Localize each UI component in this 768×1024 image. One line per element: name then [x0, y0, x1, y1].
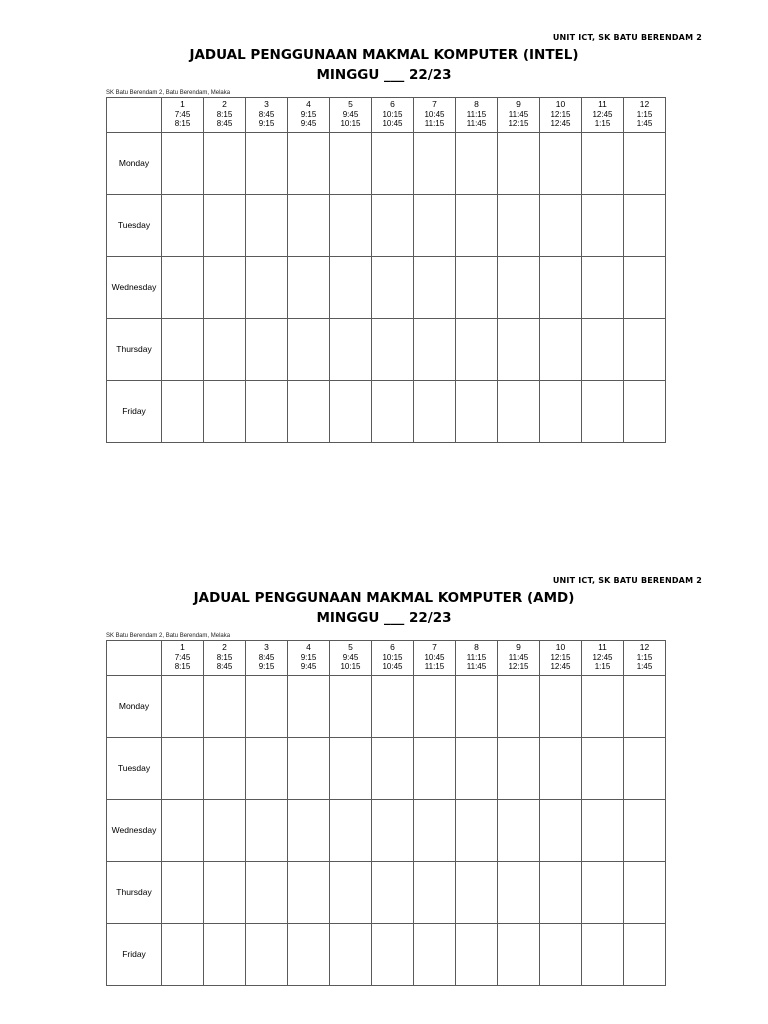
timetable-sheet-intel [0, 0, 768, 480]
period-end-time: 11:45 [466, 662, 487, 671]
period-end-time: 1:45 [636, 662, 653, 671]
period-start-time: 8:15 [216, 653, 233, 662]
day-label: Thursday [107, 319, 162, 381]
period-number: 2 [222, 642, 227, 652]
schedule-cell [204, 738, 246, 800]
schedule-cell [288, 676, 330, 738]
schedule-cell [624, 800, 666, 862]
period-header-cell [582, 98, 624, 133]
period-number: 8 [474, 99, 479, 109]
day-label: Tuesday [107, 195, 162, 257]
day-row [107, 862, 666, 924]
period-header-cell [246, 98, 288, 133]
schedule-cell [582, 319, 624, 381]
schedule-cell [330, 738, 372, 800]
period-end-time: 10:45 [382, 662, 403, 671]
period-header-row [107, 98, 666, 133]
period-header-cell [288, 641, 330, 676]
period-start-time: 9:45 [342, 653, 359, 662]
week-title: MINGGU ___ 22/23 [316, 610, 452, 626]
period-end-time: 12:15 [508, 119, 529, 128]
schedule-cell [330, 800, 372, 862]
schedule-cell [246, 800, 288, 862]
schedule-cell [372, 133, 414, 195]
period-end-time: 11:15 [424, 662, 445, 671]
schedule-cell [162, 738, 204, 800]
schedule-cell [204, 195, 246, 257]
period-end-time: 8:45 [216, 119, 233, 128]
day-row [107, 319, 666, 381]
period-header-cell [414, 98, 456, 133]
schedule-cell [582, 800, 624, 862]
schedule-cell [372, 381, 414, 443]
schedule-cell [330, 195, 372, 257]
schedule-cell [372, 800, 414, 862]
schedule-cell [204, 319, 246, 381]
day-row [107, 738, 666, 800]
schedule-cell [204, 381, 246, 443]
day-label: Thursday [107, 862, 162, 924]
period-start-time: 11:15 [466, 110, 487, 119]
period-start-time: 8:45 [258, 653, 275, 662]
day-row [107, 676, 666, 738]
period-header-cell [288, 98, 330, 133]
period-start-time: 9:15 [300, 110, 317, 119]
period-number: 6 [390, 642, 395, 652]
schedule-cell [246, 676, 288, 738]
period-end-time: 10:15 [340, 662, 361, 671]
unit-label: UNIT ICT, SK BATU BERENDAM 2 [552, 33, 702, 42]
period-number: 9 [516, 99, 521, 109]
schedule-cell [330, 924, 372, 986]
schedule-cell [162, 924, 204, 986]
corner-cell [107, 98, 162, 133]
period-number: 11 [598, 642, 607, 652]
period-header-cell [540, 98, 582, 133]
corner-cell [107, 641, 162, 676]
period-start-time: 10:15 [382, 110, 403, 119]
schedule-cell [498, 924, 540, 986]
schedule-cell [624, 924, 666, 986]
schedule-cell [624, 862, 666, 924]
schedule-cell [414, 862, 456, 924]
period-number: 6 [390, 99, 395, 109]
period-end-time: 11:45 [466, 119, 487, 128]
period-number: 11 [598, 99, 607, 109]
period-start-time: 12:15 [550, 110, 571, 119]
period-end-time: 8:45 [216, 662, 233, 671]
sheet-title: JADUAL PENGGUNAAN MAKMAL KOMPUTER (INTEL) [189, 47, 579, 63]
schedule-cell [540, 381, 582, 443]
period-header-cell [624, 641, 666, 676]
period-number: 2 [222, 99, 227, 109]
period-header-cell [372, 98, 414, 133]
period-end-time: 12:45 [550, 119, 571, 128]
day-row [107, 133, 666, 195]
schedule-cell [624, 133, 666, 195]
period-end-time: 1:15 [594, 662, 611, 671]
period-end-time: 9:15 [258, 119, 275, 128]
day-label: Monday [107, 676, 162, 738]
schedule-cell [414, 738, 456, 800]
schedule-cell [414, 195, 456, 257]
schedule-cell [204, 800, 246, 862]
period-number: 12 [639, 642, 650, 652]
schedule-cell [414, 319, 456, 381]
period-number: 7 [432, 99, 437, 109]
period-header-cell [498, 641, 540, 676]
period-header-cell [330, 641, 372, 676]
period-start-time: 7:45 [174, 653, 191, 662]
schedule-cell [498, 195, 540, 257]
timetable-grid [106, 97, 666, 443]
schedule-cell [582, 862, 624, 924]
period-header-cell [456, 641, 498, 676]
schedule-cell [372, 195, 414, 257]
schedule-cell [498, 800, 540, 862]
schedule-cell [288, 381, 330, 443]
schedule-cell [624, 195, 666, 257]
day-label: Wednesday [107, 800, 162, 862]
schedule-cell [582, 676, 624, 738]
schedule-cell [288, 862, 330, 924]
unit-label: UNIT ICT, SK BATU BERENDAM 2 [552, 576, 702, 585]
schedule-cell [246, 862, 288, 924]
school-address: SK Batu Berendam 2, Batu Berendam, Melaka [106, 633, 231, 639]
period-header-cell [414, 641, 456, 676]
schedule-cell [456, 800, 498, 862]
schedule-cell [372, 924, 414, 986]
period-number: 9 [516, 642, 521, 652]
period-start-time: 11:45 [508, 653, 529, 662]
schedule-cell [246, 195, 288, 257]
schedule-cell [246, 924, 288, 986]
schedule-cell [414, 924, 456, 986]
schedule-cell [582, 381, 624, 443]
period-start-time: 10:45 [424, 110, 445, 119]
period-end-time: 11:15 [424, 119, 445, 128]
schedule-cell [288, 924, 330, 986]
schedule-cell [498, 676, 540, 738]
schedule-cell [456, 924, 498, 986]
day-row [107, 381, 666, 443]
cropped-footer [106, 445, 666, 449]
day-row [107, 800, 666, 862]
day-row [107, 924, 666, 986]
schedule-cell [456, 676, 498, 738]
schedule-cell [330, 133, 372, 195]
schedule-cell [498, 257, 540, 319]
period-header-cell [540, 641, 582, 676]
schedule-cell [246, 133, 288, 195]
period-start-time: 10:15 [382, 653, 403, 662]
timetable-sheet-amd [0, 543, 768, 1023]
period-header-cell [456, 98, 498, 133]
schedule-cell [162, 319, 204, 381]
period-end-time: 1:45 [636, 119, 653, 128]
schedule-cell [456, 257, 498, 319]
schedule-cell [330, 257, 372, 319]
day-row [107, 195, 666, 257]
period-header-row [107, 641, 666, 676]
schedule-cell [414, 257, 456, 319]
period-start-time: 1:15 [636, 110, 653, 119]
schedule-cell [372, 257, 414, 319]
timetable-grid [106, 640, 666, 986]
schedule-cell [414, 133, 456, 195]
period-number: 4 [306, 99, 311, 109]
schedule-cell [372, 676, 414, 738]
schedule-cell [540, 257, 582, 319]
schedule-cell [162, 381, 204, 443]
cropped-footer [106, 988, 666, 992]
period-end-time: 9:15 [258, 662, 275, 671]
schedule-cell [162, 800, 204, 862]
schedule-cell [456, 195, 498, 257]
schedule-cell [456, 133, 498, 195]
schedule-cell [372, 319, 414, 381]
period-start-time: 8:15 [216, 110, 233, 119]
schedule-cell [624, 676, 666, 738]
day-label: Monday [107, 133, 162, 195]
schedule-cell [204, 257, 246, 319]
period-end-time: 9:45 [300, 119, 317, 128]
period-header-cell [162, 641, 204, 676]
schedule-cell [246, 738, 288, 800]
schedule-cell [204, 924, 246, 986]
schedule-cell [288, 738, 330, 800]
period-start-time: 9:45 [342, 110, 359, 119]
schedule-cell [540, 800, 582, 862]
period-header-cell [582, 641, 624, 676]
schedule-cell [456, 862, 498, 924]
schedule-cell [582, 257, 624, 319]
period-number: 8 [474, 642, 479, 652]
period-number: 10 [555, 99, 566, 109]
schedule-cell [204, 676, 246, 738]
schedule-cell [540, 133, 582, 195]
period-end-time: 10:45 [382, 119, 403, 128]
schedule-cell [540, 738, 582, 800]
period-end-time: 12:45 [550, 662, 571, 671]
schedule-cell [162, 862, 204, 924]
period-header-cell [372, 641, 414, 676]
schedule-cell [624, 381, 666, 443]
period-number: 5 [348, 642, 353, 652]
schedule-cell [288, 195, 330, 257]
period-start-time: 7:45 [174, 110, 191, 119]
schedule-cell [204, 862, 246, 924]
schedule-cell [582, 133, 624, 195]
schedule-cell [246, 257, 288, 319]
period-number: 3 [264, 99, 269, 109]
period-header-cell [498, 98, 540, 133]
schedule-cell [498, 133, 540, 195]
schedule-cell [288, 800, 330, 862]
period-end-time: 12:15 [508, 662, 529, 671]
schedule-cell [498, 319, 540, 381]
period-end-time: 8:15 [174, 119, 191, 128]
schedule-cell [204, 133, 246, 195]
period-start-time: 11:15 [466, 653, 487, 662]
schedule-cell [582, 738, 624, 800]
day-label: Friday [107, 381, 162, 443]
day-label: Tuesday [107, 738, 162, 800]
schedule-cell [540, 924, 582, 986]
schedule-cell [162, 676, 204, 738]
period-start-time: 1:15 [636, 653, 653, 662]
period-end-time: 8:15 [174, 662, 191, 671]
period-number: 1 [180, 642, 185, 652]
period-end-time: 9:45 [300, 662, 317, 671]
period-number: 10 [555, 642, 566, 652]
period-header-cell [204, 98, 246, 133]
schedule-cell [246, 381, 288, 443]
period-start-time: 10:45 [424, 653, 445, 662]
period-start-time: 11:45 [508, 110, 529, 119]
schedule-cell [288, 319, 330, 381]
schedule-cell [582, 195, 624, 257]
schedule-cell [456, 319, 498, 381]
period-header-cell [330, 98, 372, 133]
period-header-cell [246, 641, 288, 676]
period-start-time: 12:45 [592, 653, 613, 662]
schedule-cell [582, 924, 624, 986]
schedule-cell [162, 257, 204, 319]
week-title: MINGGU ___ 22/23 [316, 67, 452, 83]
period-number: 5 [348, 99, 353, 109]
period-header-cell [204, 641, 246, 676]
schedule-cell [414, 676, 456, 738]
day-label: Wednesday [107, 257, 162, 319]
schedule-cell [498, 862, 540, 924]
schedule-cell [288, 257, 330, 319]
schedule-cell [498, 381, 540, 443]
schedule-cell [330, 676, 372, 738]
schedule-cell [456, 738, 498, 800]
schedule-cell [456, 381, 498, 443]
schedule-cell [162, 133, 204, 195]
period-start-time: 12:15 [550, 653, 571, 662]
schedule-cell [288, 133, 330, 195]
schedule-cell [540, 862, 582, 924]
period-number: 12 [639, 99, 650, 109]
period-number: 4 [306, 642, 311, 652]
day-row [107, 257, 666, 319]
schedule-cell [624, 319, 666, 381]
schedule-cell [624, 257, 666, 319]
period-number: 1 [180, 99, 185, 109]
period-start-time: 8:45 [258, 110, 275, 119]
schedule-cell [540, 676, 582, 738]
period-start-time: 12:45 [592, 110, 613, 119]
period-header-cell [162, 98, 204, 133]
period-number: 7 [432, 642, 437, 652]
schedule-cell [414, 381, 456, 443]
schedule-cell [624, 738, 666, 800]
schedule-cell [330, 319, 372, 381]
period-end-time: 10:15 [340, 119, 361, 128]
period-end-time: 1:15 [594, 119, 611, 128]
day-label: Friday [107, 924, 162, 986]
schedule-cell [330, 381, 372, 443]
schedule-cell [540, 319, 582, 381]
schedule-cell [372, 738, 414, 800]
period-start-time: 9:15 [300, 653, 317, 662]
sheet-title: JADUAL PENGGUNAAN MAKMAL KOMPUTER (AMD) [193, 590, 575, 606]
period-header-cell [624, 98, 666, 133]
school-address: SK Batu Berendam 2, Batu Berendam, Melaka [106, 90, 231, 96]
schedule-cell [162, 195, 204, 257]
schedule-cell [330, 862, 372, 924]
schedule-cell [414, 800, 456, 862]
schedule-cell [498, 738, 540, 800]
period-number: 3 [264, 642, 269, 652]
schedule-cell [372, 862, 414, 924]
schedule-cell [540, 195, 582, 257]
schedule-cell [246, 319, 288, 381]
